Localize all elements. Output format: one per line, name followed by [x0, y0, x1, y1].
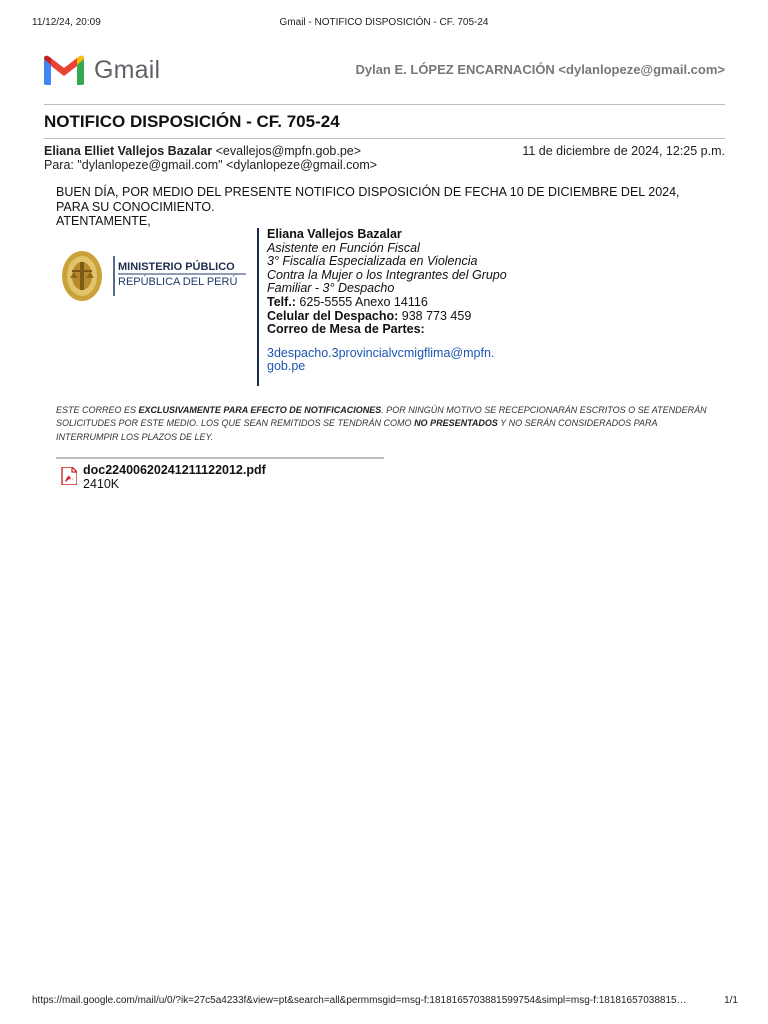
notice-text: Y NO SERÁN CONSIDERADOS PARA INTERRUMPIR LOS PLAZOS DE LEY.: [56, 418, 658, 442]
attachment-filename[interactable]: doc22400620241211122012.pdf: [83, 463, 266, 477]
signature: [267, 228, 507, 374]
signature-office: Familiar - 3° Despacho: [267, 281, 395, 296]
print-datetime: 11/12/24, 20:09: [32, 17, 101, 28]
signature-mesa: [267, 323, 507, 337]
mesa-email-link[interactable]: [267, 347, 507, 374]
notice-text: ESTE CORREO ES: [56, 405, 139, 415]
signature-cell: [267, 310, 507, 324]
cell-value: 938 773 459: [398, 308, 472, 323]
notice-emphasis: EXCLUSIVAMENTE PARA EFECTO DE NOTIFICACIONES: [138, 405, 382, 415]
logo-line1: MINISTERIO PÚBLICO: [118, 261, 235, 273]
signature-office: Contra la Mujer o los Integrantes del Grupo: [267, 267, 507, 282]
signature-name: Eliana Vallejos Bazalar: [267, 227, 402, 241]
notice-emphasis: NO PRESENTADOS: [414, 418, 498, 429]
divider: [44, 138, 725, 139]
pdf-icon[interactable]: [61, 467, 77, 490]
body-line: ATENTAMENTE,: [56, 214, 151, 228]
gmail-m-icon: [44, 55, 84, 85]
cell-label: Celular del Despacho:: [267, 308, 399, 323]
print-header: [0, 17, 768, 31]
ministerio-publico-logo: [58, 248, 248, 304]
print-url: https://mail.google.com/mail/u/0/?ik=27c5a4233f&view=pt&search=all&permmsgid=msg-f:1818165703881599754&simpl=msg-f:18181657038815…: [32, 995, 687, 1006]
disclaimer-notice: [56, 404, 716, 444]
notice-text: . POR NINGÚN MOTIVO SE RECEPCIONARÁN ESCRITOS O SE ATENDERÁN SOLICITUDES POR ESTE MEDIO. LOS QUE SEAN REMITIDOS SE TENDRÁN COMO: [56, 405, 707, 429]
email-body: [56, 185, 680, 229]
print-page-title: Gmail - NOTIFICO DISPOSICIÓN - CF. 705-24: [279, 17, 489, 28]
attachment-size: 2410K: [83, 477, 120, 491]
logo-line2: REPÚBLICA DEL PERÚ: [118, 276, 238, 288]
mesa-email-part: gob.pe: [267, 359, 306, 374]
sender-name: Eliana Elliet Vallejos Bazalar: [44, 144, 213, 158]
coat-of-arms-icon: [58, 248, 248, 304]
sender-address: <evallejos@mpfn.gob.pe>: [215, 144, 362, 158]
email-date: 11 de diciembre de 2024, 12:25 p.m.: [522, 144, 725, 158]
divider: [44, 104, 725, 105]
signature-divider: [257, 228, 259, 386]
gmail-wordmark: Gmail: [94, 55, 161, 84]
account-identity: Dylan E. LÓPEZ ENCARNACIÓN <dylanlopeze@gmail.com>: [355, 62, 725, 77]
phone-label: Telf.:: [267, 294, 296, 309]
body-line: PARA SU CONOCIMIENTO.: [56, 199, 215, 214]
print-page-number: 1/1: [724, 995, 738, 1006]
body-line: BUEN DÍA, POR MEDIO DEL PRESENTE NOTIFICO DISPOSICIÓN DE FECHA 10 DE DICIEMBRE DEL 2024,: [56, 185, 680, 199]
mesa-email-part: 3despacho.3provincialvcmigflima@mpfn.: [267, 345, 495, 360]
recipient: Para: "dylanlopeze@gmail.com" <dylanlopeze@gmail.com>: [44, 158, 378, 172]
email-subject: NOTIFICO DISPOSICIÓN - CF. 705-24: [44, 112, 340, 131]
print-footer: [0, 995, 768, 1009]
signature-role: Asistente en Función Fiscal: [267, 240, 420, 255]
signature-office: 3° Fiscalía Especializada en Violencia: [267, 254, 478, 269]
mesa-label: Correo de Mesa de Partes:: [267, 322, 425, 337]
phone-value: 625-5555 Anexo 14116: [295, 294, 428, 309]
signature-phone: [267, 296, 507, 310]
gmail-logo: [44, 54, 160, 86]
sender: [44, 144, 361, 158]
attachment-divider: [56, 457, 384, 459]
